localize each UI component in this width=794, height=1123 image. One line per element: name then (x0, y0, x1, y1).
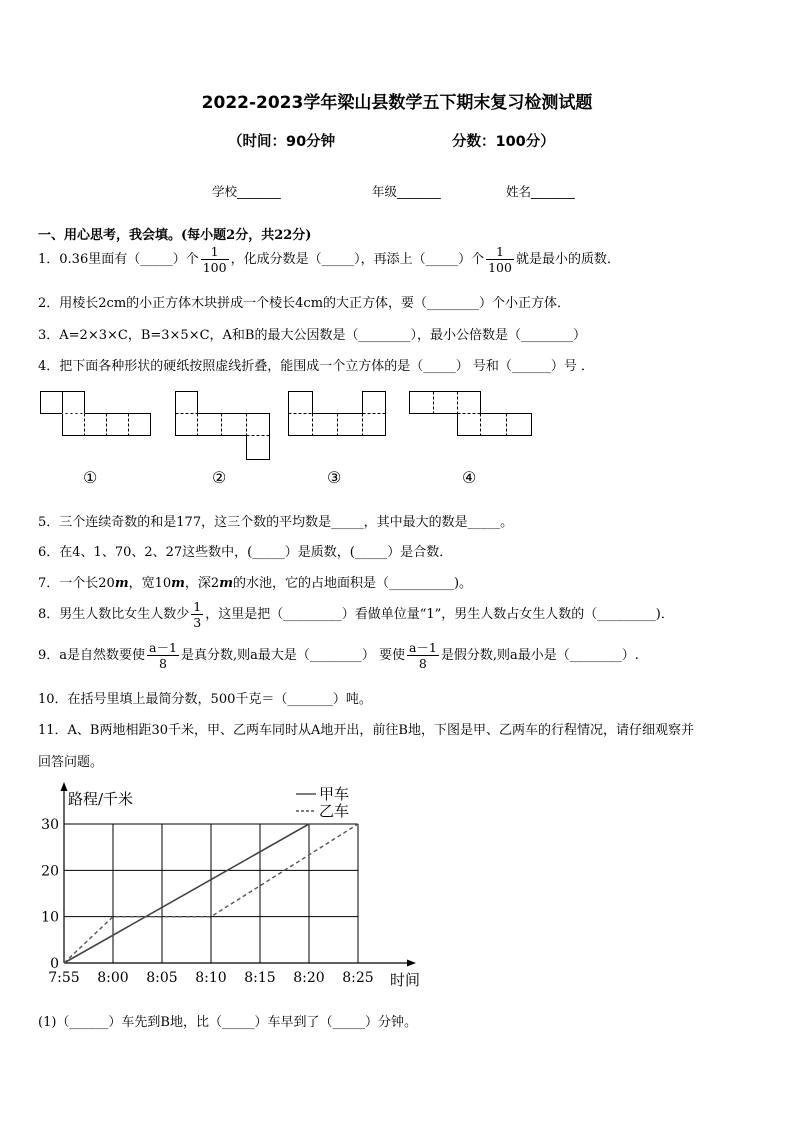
denominator: 8 (418, 656, 427, 671)
unit-m: m (114, 576, 129, 591)
question-6: 6．在4、1、70、2、27这些数中，(_____）是质数，(_____）是合数． (38, 545, 453, 560)
net-label-1: ① (83, 468, 98, 487)
q9-text-c: 是假分数,则a最小是（________）. (440, 648, 639, 663)
x-tick-label: 7:55 (48, 970, 80, 986)
question-11-sub1: (1)（______）车先到B地，比（_____）车早到了（_____）分钟。 (38, 1015, 417, 1030)
exam-time: （时间：90分钟 (228, 134, 336, 150)
q1-text-b: ，化成分数是（_____），再添上（_____）个 (230, 252, 485, 267)
q8-text-b: ，这里是把（_________）看做单位量“1”，男生人数占女生人数的（_________)． (205, 607, 674, 622)
question-11-line1: 11．A、B两地相距30千米，甲、乙两车同时从A地开出，前往B地，下图是甲、乙两车的行程情况，请仔细观察并 (38, 723, 694, 738)
cube-net-1 (40, 391, 152, 437)
question-8 (38, 599, 674, 630)
fraction (191, 599, 203, 630)
x-tick-label: 8:05 (146, 970, 178, 986)
name-field[interactable]: 姓名_______ (506, 184, 575, 199)
x-tick-label: 8:20 (293, 970, 325, 986)
section-heading: 一、用心思考，我会填。(每小题2分，共22分) (38, 228, 312, 243)
x-tick-label: 8:10 (195, 970, 227, 986)
school-field[interactable]: 学校_______ (212, 184, 281, 199)
series-line-jia (64, 824, 309, 963)
question-11-line2: 回答问题。 (38, 755, 104, 770)
question-3: 3．A=2×3×C，B=3×5×C，A和B的最大公因数是（________），最小公倍数是（________） (38, 328, 586, 343)
q1-text-c: 就是最小的质数． (515, 252, 620, 267)
fraction (486, 244, 514, 275)
question-4: 4．把下面各种形状的硬纸按照虚线折叠，能围成一个立方体的是（_____） 号和（______）号 ． (38, 359, 595, 374)
q9-text-a: 9．a是自然数要使 (38, 648, 146, 663)
q7-text-c: ，深2 (184, 576, 220, 591)
legend-label: 甲车 (319, 785, 350, 803)
fraction (201, 244, 229, 275)
numerator: a－1 (149, 640, 177, 655)
y-tick-label: 0 (50, 956, 59, 972)
question-10: 10．在括号里填上最简分数，500千克＝（_______）吨。 (38, 692, 372, 707)
grade-field[interactable]: 年级_______ (372, 184, 441, 199)
question-9 (38, 640, 639, 671)
x-tick-label: 8:25 (342, 970, 374, 986)
travel-chart (30, 780, 430, 990)
denominator: 3 (193, 615, 202, 630)
unit-m: m (219, 576, 233, 591)
y-axis-label: 路程/千米 (68, 790, 134, 808)
x-tick-label: 8:00 (97, 970, 129, 986)
question-1 (38, 244, 620, 275)
numerator: 1 (201, 244, 229, 260)
numerator: 1 (193, 599, 202, 614)
q7-text-a: 7．一个长20 (38, 576, 115, 591)
legend-label: 乙车 (319, 802, 350, 820)
unit-m: m (171, 576, 185, 591)
net-label-4: ④ (462, 468, 477, 487)
question-2: 2．用棱长2cm的小正方体木块拼成一个棱长4cm的大正方体，要（________）个小正方体． (38, 296, 571, 311)
numerator: a－1 (408, 640, 437, 655)
y-tick-label: 20 (41, 863, 59, 880)
y-axis-arrow (61, 782, 68, 791)
x-tick-label: 8:15 (244, 970, 276, 986)
cube-net-2 (175, 391, 271, 461)
fraction (407, 640, 439, 671)
question-7 (38, 572, 472, 591)
q9-text-b: 是真分数,则a最大是（________） 要使 (180, 648, 405, 663)
net-label-3: ③ (327, 468, 342, 487)
net-label-2: ② (212, 468, 227, 487)
y-tick-label: 30 (41, 817, 59, 833)
denominator: 100 (202, 260, 227, 275)
q7-text-d: 的水池，它的占地面积是（__________)。 (232, 576, 473, 591)
x-axis-label: 时间 (390, 971, 421, 989)
y-tick-label: 10 (41, 909, 59, 926)
denominator: 8 (159, 656, 167, 671)
page-title: 2022-2023学年梁山县数学五下期末复习检测试题 (201, 93, 593, 113)
question-5: 5．三个连续奇数的和是177，这三个数的平均数是_____，其中最大的数是_____。 (38, 515, 514, 530)
cube-net-4 (409, 391, 533, 437)
numerator: 1 (486, 244, 514, 260)
x-axis-arrow (407, 960, 416, 967)
q8-text-a: 8．男生人数比女生人数少 (38, 607, 190, 622)
denominator: 100 (488, 260, 512, 275)
q1-text-a: 1．0.36里面有（_____）个 (38, 252, 199, 267)
q7-text-b: ，宽10 (128, 576, 172, 591)
cube-net-3 (288, 391, 388, 437)
exam-score: 分数：100分） (452, 134, 555, 150)
fraction (147, 640, 179, 671)
